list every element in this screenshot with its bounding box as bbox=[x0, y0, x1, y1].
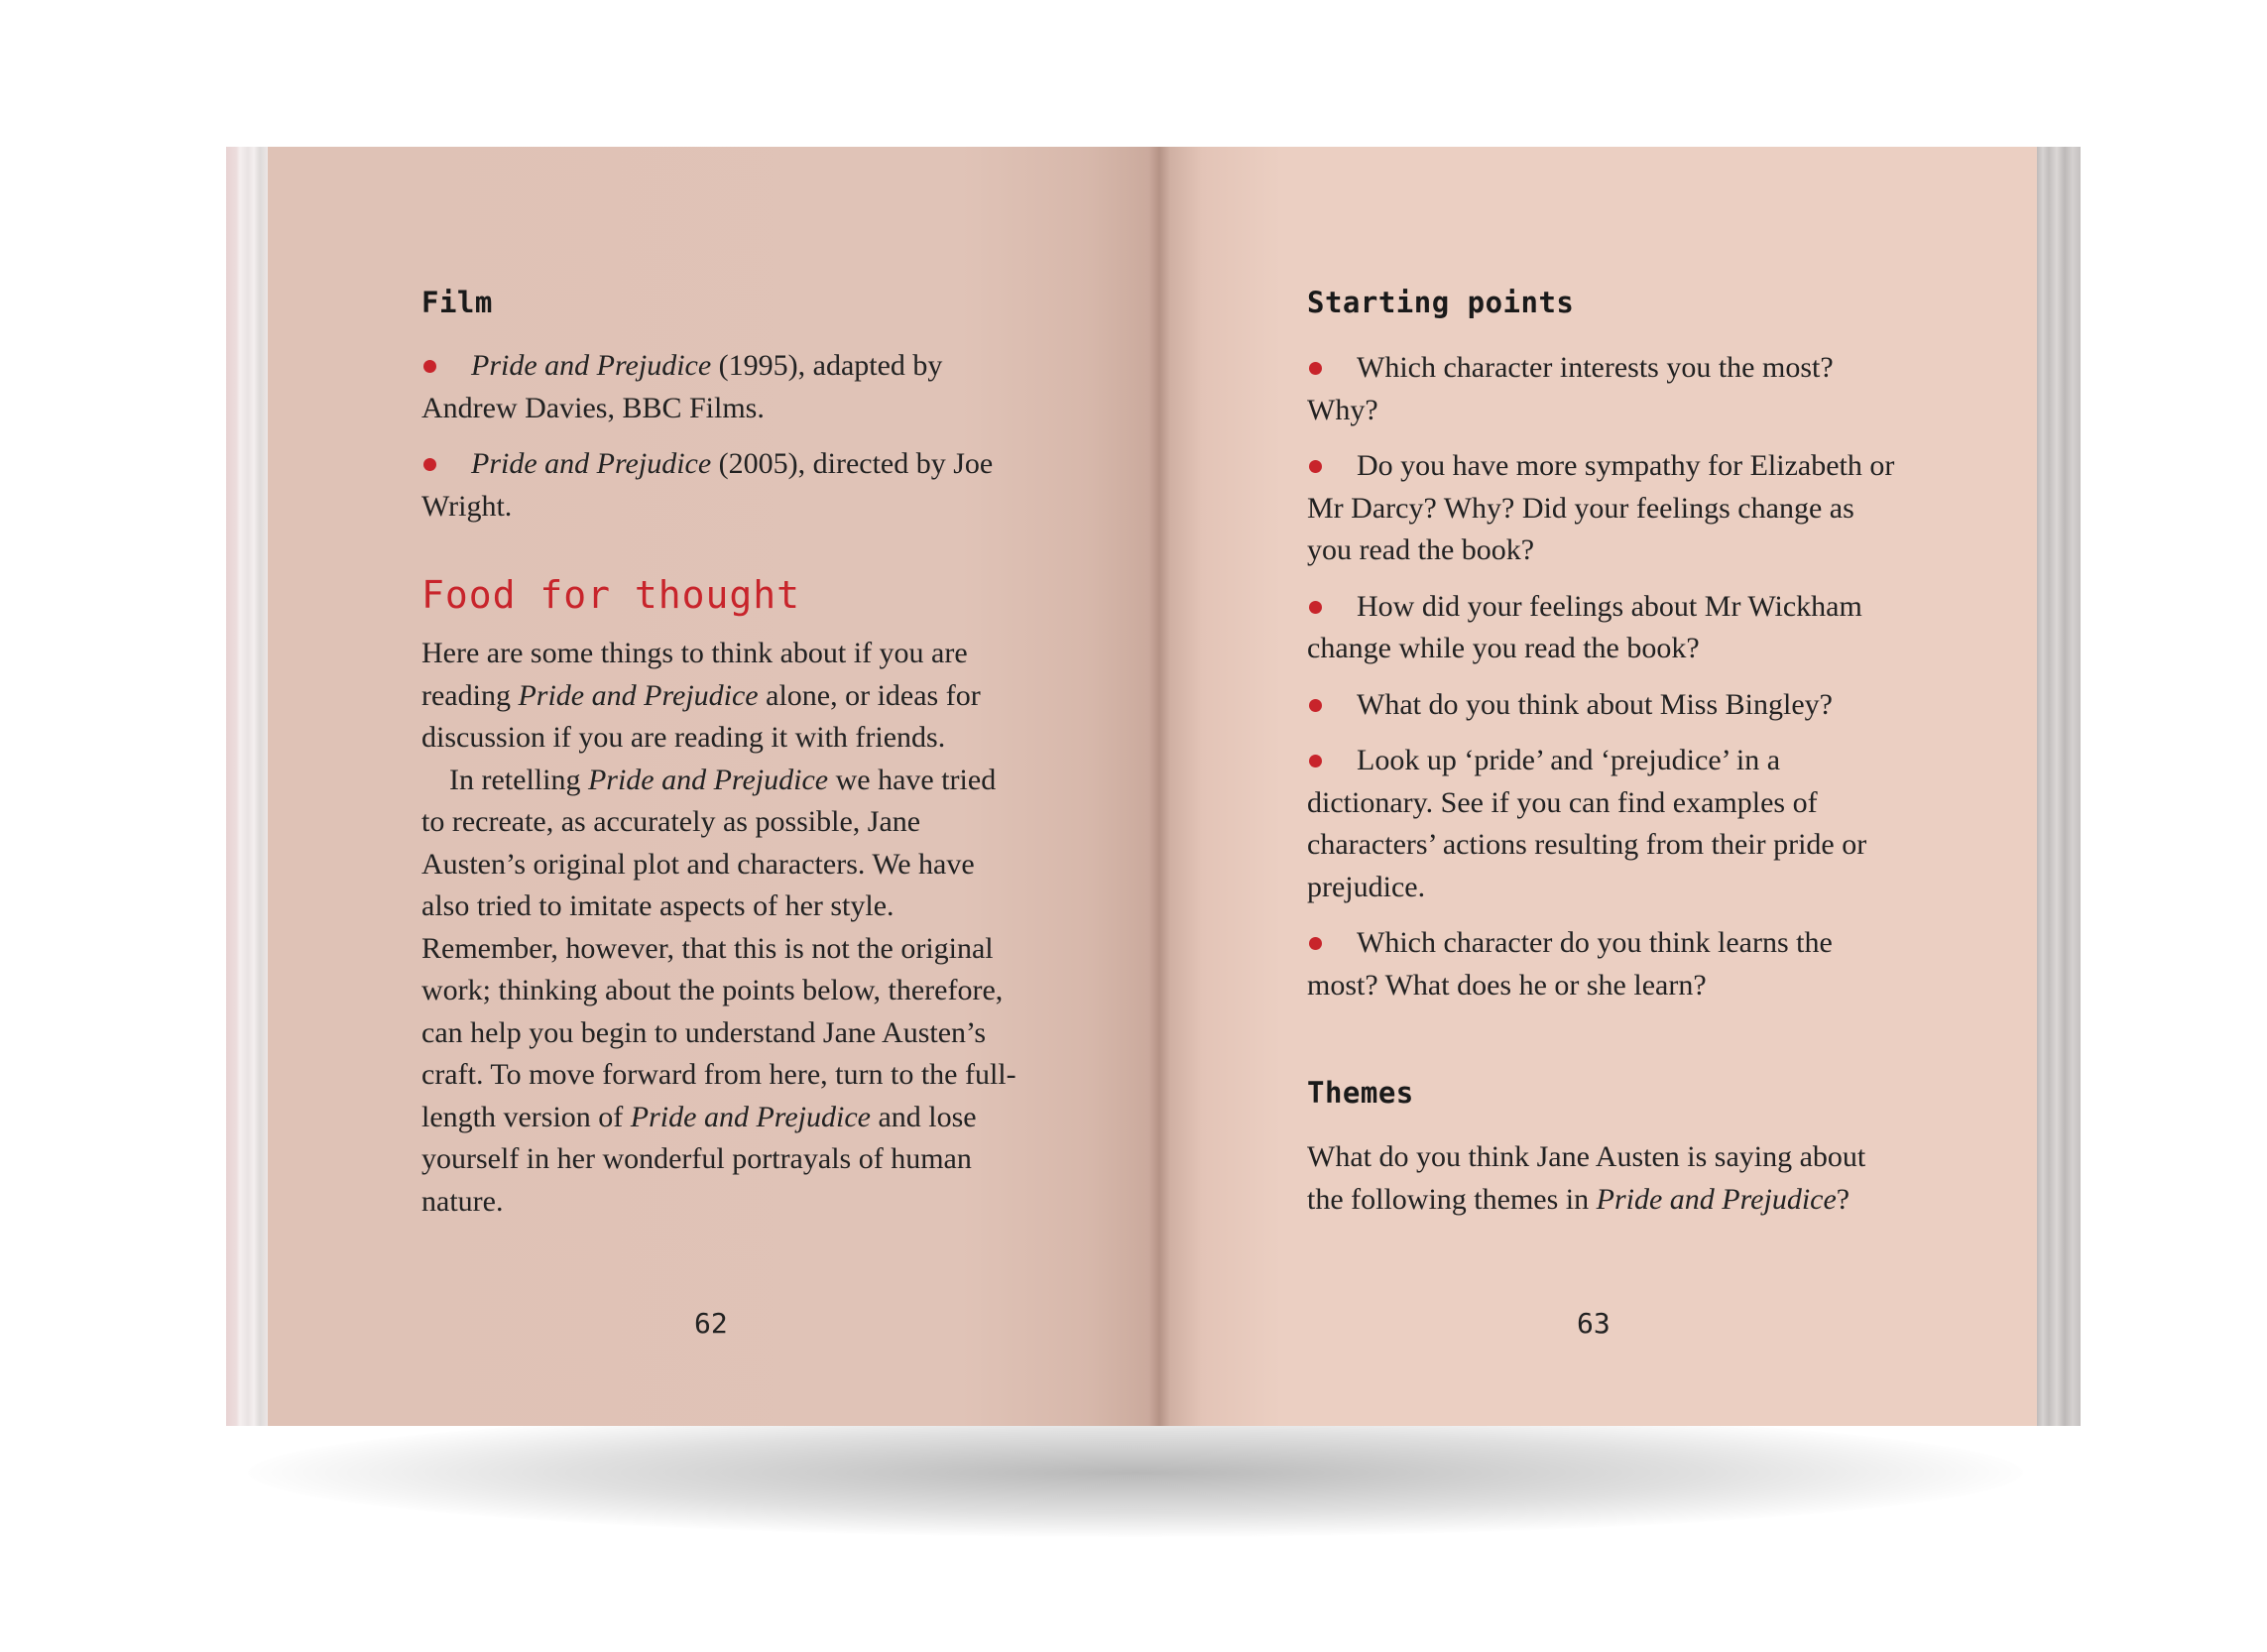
themes-body: ? bbox=[1836, 1182, 1850, 1216]
film-details: (1995), adapted by Andrew Davies, BBC Films. bbox=[421, 349, 943, 424]
bullet-icon bbox=[1309, 755, 1322, 767]
list-item-text: Do you have more sympathy for Elizabeth or Mr Darcy? Why? Did your feelings change as you read the book? bbox=[1307, 449, 1895, 566]
starting-points-section bbox=[1307, 286, 1902, 319]
body-text: and lose yourself in her wonderful portrayals of human nature. bbox=[421, 1100, 977, 1218]
book-title: Pride and Prejudice bbox=[630, 1100, 871, 1133]
list-item bbox=[1307, 445, 1902, 572]
section-title: Food for thought bbox=[421, 573, 801, 617]
list-item-text: What do you think about Miss Bingley? bbox=[1357, 687, 1833, 721]
intro-text: alone, or ideas for discussion if you are reading it with friends. bbox=[421, 678, 981, 754]
film-list bbox=[421, 345, 1016, 541]
list-item bbox=[1307, 740, 1902, 908]
page-edges-left bbox=[226, 147, 270, 1426]
bullet-icon bbox=[1309, 362, 1322, 375]
themes-paragraph bbox=[1307, 1136, 1902, 1221]
body-text: In retelling bbox=[449, 763, 588, 796]
book-title: Pride and Prejudice bbox=[518, 678, 759, 712]
body-paragraph bbox=[421, 760, 1016, 1224]
film-title: Pride and Prejudice bbox=[471, 447, 712, 480]
food-for-thought-text bbox=[421, 633, 1016, 1223]
bullet-icon bbox=[423, 360, 436, 373]
film-section bbox=[421, 286, 1016, 319]
bullet-icon bbox=[423, 458, 436, 471]
food-for-thought-section bbox=[421, 573, 1036, 617]
film-item bbox=[421, 345, 1016, 429]
intro-paragraph bbox=[421, 633, 1016, 760]
list-item-text: Which character interests you the most? Why? bbox=[1307, 351, 1834, 426]
bullet-icon bbox=[1309, 937, 1322, 950]
book-title: Pride and Prejudice bbox=[1596, 1182, 1837, 1216]
film-title: Pride and Prejudice bbox=[471, 349, 712, 382]
page-edges-right bbox=[2035, 147, 2081, 1426]
book-shadow bbox=[248, 1408, 2023, 1537]
film-item bbox=[421, 443, 1016, 528]
bullet-icon bbox=[1309, 699, 1322, 712]
body-text: we have tried to recreate, as accurately as possible, Jane Austen’s original plot and characters. We have also tried to imitate aspects of her style. Remember, however, that this is not the original work; thinking about the points below, therefore, can help you begin to understand Jane Austen’s craft. To move forward from here, turn to the full-length version of bbox=[421, 763, 1016, 1133]
themes-heading: Themes bbox=[1307, 1076, 1414, 1110]
film-details: (2005), directed by Joe Wright. bbox=[421, 447, 994, 523]
list-item bbox=[1307, 586, 1902, 670]
themes-body: What do you think Jane Austen is saying about the following themes in bbox=[1307, 1140, 1866, 1216]
book-title: Pride and Prejudice bbox=[587, 763, 829, 796]
list-item-text: Look up ‘pride’ and ‘prejudice’ in a dictionary. See if you can find examples of characters’ actions resulting from their pride or prejudice. bbox=[1307, 744, 1867, 903]
themes-text bbox=[1307, 1136, 1902, 1221]
page-number-right: 63 bbox=[1577, 1307, 1611, 1340]
intro-text: Here are some things to think about if you are reading bbox=[421, 637, 968, 712]
starting-points-list bbox=[1307, 347, 1902, 1020]
book-gutter bbox=[1148, 147, 1170, 1426]
list-item-text: How did your feelings about Mr Wickham change while you read the book? bbox=[1307, 589, 1862, 664]
film-heading: Film bbox=[421, 286, 493, 319]
starting-points-heading: Starting points bbox=[1307, 286, 1575, 319]
list-item bbox=[1307, 922, 1902, 1006]
bullet-icon bbox=[1309, 460, 1322, 473]
themes-section bbox=[1307, 1076, 1902, 1110]
list-item bbox=[1307, 684, 1902, 727]
bullet-icon bbox=[1309, 601, 1322, 614]
page-number-left: 62 bbox=[694, 1307, 728, 1340]
list-item-text: Which character do you think learns the most? What does he or she learn? bbox=[1307, 926, 1833, 1002]
list-item bbox=[1307, 347, 1902, 431]
